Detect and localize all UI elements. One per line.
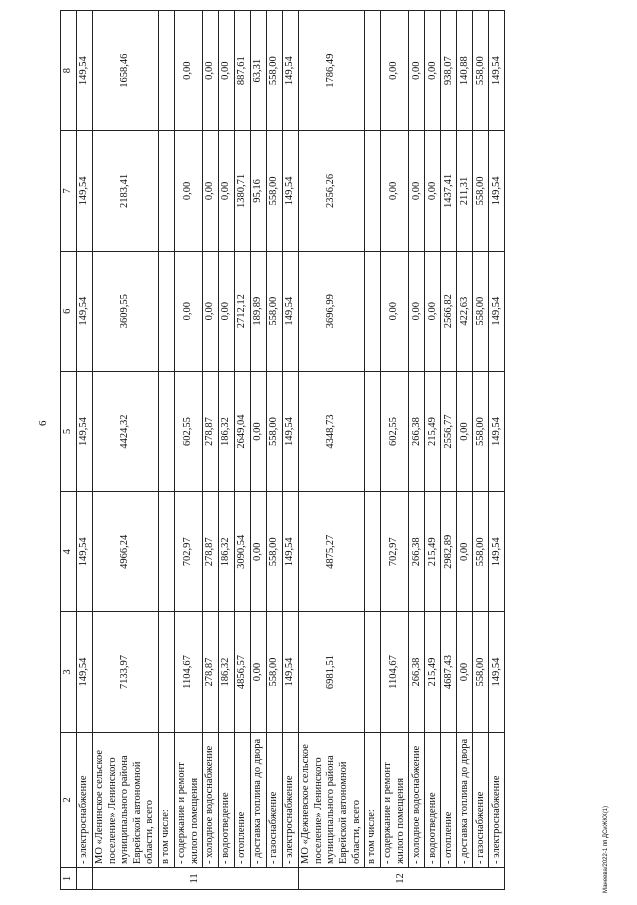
row-label: - холодное водоснабжение <box>203 732 219 867</box>
value-cell: 4856,57 <box>235 612 251 732</box>
value-cell: 558,00 <box>473 612 489 732</box>
column-number: 7 <box>61 131 77 251</box>
value-cell: 63,31 <box>251 11 267 131</box>
row-number-cell <box>77 867 93 889</box>
empty-cell <box>365 131 381 251</box>
empty-cell <box>365 251 381 371</box>
table-row <box>77 11 93 890</box>
page-number: 6 <box>37 420 49 426</box>
table-row <box>203 11 219 890</box>
value-cell: 186,32 <box>219 612 235 732</box>
value-cell: 0,00 <box>409 11 425 131</box>
value-cell: 0,00 <box>381 11 409 131</box>
value-cell: 0,00 <box>203 251 219 371</box>
total-value: 4966,24 <box>93 492 159 612</box>
value-cell: 215,49 <box>425 492 441 612</box>
row-label: - холодное водоснабжение <box>409 732 425 867</box>
value-cell: 186,32 <box>219 492 235 612</box>
value-cell: 0,00 <box>425 251 441 371</box>
value-cell: 149,54 <box>489 371 505 491</box>
value-cell: 4687,43 <box>441 612 457 732</box>
total-value: 3609,55 <box>93 251 159 371</box>
value-cell: 887,61 <box>235 11 251 131</box>
total-value: 2183,41 <box>93 131 159 251</box>
empty-cell <box>158 612 174 732</box>
value-cell: 278,87 <box>203 612 219 732</box>
total-value: 2356,26 <box>299 131 365 251</box>
value-cell: 558,00 <box>473 11 489 131</box>
column-number: 5 <box>61 371 77 491</box>
value-cell: 149,54 <box>77 492 93 612</box>
table-row <box>267 11 283 890</box>
row-label: - газоснабжение <box>267 732 283 867</box>
row-label: - электроснабжение <box>77 732 93 867</box>
value-cell: 558,00 <box>267 11 283 131</box>
value-cell: 0,00 <box>219 11 235 131</box>
table-row <box>473 11 489 890</box>
value-cell: 215,49 <box>425 371 441 491</box>
value-cell: 0,00 <box>174 131 202 251</box>
footer-stamp: Манеева/2022-1 пп ДСиЖКХ(1) <box>603 805 609 893</box>
value-cell: 422,63 <box>457 251 473 371</box>
table-row <box>93 11 159 890</box>
value-cell: 0,00 <box>425 131 441 251</box>
row-label: - отопление <box>441 732 457 867</box>
table-row <box>174 11 202 890</box>
value-cell: 149,54 <box>77 612 93 732</box>
table-row <box>489 11 505 890</box>
table-row <box>235 11 251 890</box>
value-cell: 266,38 <box>409 492 425 612</box>
row-label: - содержание и ремонт жилого помещения <box>174 732 202 867</box>
table-row <box>365 11 381 890</box>
table-row <box>381 11 409 890</box>
row-number: 12 <box>299 867 505 889</box>
value-cell: 1437,41 <box>441 131 457 251</box>
column-number: 6 <box>61 251 77 371</box>
empty-cell <box>158 11 174 131</box>
empty-cell <box>365 492 381 612</box>
value-cell: 702,97 <box>174 492 202 612</box>
header-row <box>61 11 77 890</box>
value-cell: 2649,04 <box>235 371 251 491</box>
value-cell: 558,00 <box>267 492 283 612</box>
empty-cell <box>365 371 381 491</box>
value-cell: 0,00 <box>251 612 267 732</box>
value-cell: 149,54 <box>283 11 299 131</box>
empty-cell <box>158 371 174 491</box>
row-label: - водоотведение <box>425 732 441 867</box>
total-value: 3696,99 <box>299 251 365 371</box>
value-cell: 149,54 <box>77 131 93 251</box>
value-cell: 558,00 <box>473 251 489 371</box>
empty-cell <box>158 492 174 612</box>
table-row <box>283 11 299 890</box>
table-row <box>158 11 174 890</box>
table-row <box>457 11 473 890</box>
row-label: - содержание и ремонт жилого помещения <box>381 732 409 867</box>
value-cell: 149,54 <box>489 612 505 732</box>
in-total-label: в том числе: <box>158 732 174 867</box>
value-cell: 0,00 <box>203 131 219 251</box>
total-value: 1786,49 <box>299 11 365 131</box>
empty-cell <box>365 11 381 131</box>
value-cell: 140,88 <box>457 11 473 131</box>
value-cell: 1380,71 <box>235 131 251 251</box>
value-cell: 189,89 <box>251 251 267 371</box>
value-cell: 95,16 <box>251 131 267 251</box>
row-label: - электроснабжение <box>283 732 299 867</box>
in-total-label: в том числе: <box>365 732 381 867</box>
value-cell: 0,00 <box>425 11 441 131</box>
value-cell: 558,00 <box>267 131 283 251</box>
value-cell: 0,00 <box>219 131 235 251</box>
value-cell: 0,00 <box>219 251 235 371</box>
value-cell: 558,00 <box>473 131 489 251</box>
value-cell: 602,55 <box>381 371 409 491</box>
total-value: 4424,32 <box>93 371 159 491</box>
value-cell: 266,38 <box>409 612 425 732</box>
value-cell: 0,00 <box>381 131 409 251</box>
value-cell: 149,54 <box>283 492 299 612</box>
value-cell: 938,07 <box>441 11 457 131</box>
value-cell: 558,00 <box>267 251 283 371</box>
table-row <box>441 11 457 890</box>
value-cell: 149,54 <box>283 131 299 251</box>
municipality-title: МО «Ленинское сельское поселение» Ленинского муниципального района Еврейской автономной области, всего <box>93 732 159 867</box>
value-cell: 215,49 <box>425 612 441 732</box>
value-cell: 2712,12 <box>235 251 251 371</box>
empty-cell <box>158 251 174 371</box>
row-label: - доставка топлива до двора <box>251 732 267 867</box>
value-cell: 0,00 <box>457 612 473 732</box>
value-cell: 0,00 <box>174 11 202 131</box>
row-label: - водоотведение <box>219 732 235 867</box>
column-number: 2 <box>61 732 77 867</box>
value-cell: 278,87 <box>203 371 219 491</box>
value-cell: 0,00 <box>409 131 425 251</box>
value-cell: 0,00 <box>251 371 267 491</box>
value-cell: 278,87 <box>203 492 219 612</box>
value-cell: 0,00 <box>457 492 473 612</box>
tariff-table-wrapper <box>60 10 584 890</box>
total-value: 6981,51 <box>299 612 365 732</box>
total-value: 4875,27 <box>299 492 365 612</box>
value-cell: 186,32 <box>219 371 235 491</box>
value-cell: 1104,67 <box>381 612 409 732</box>
table-row <box>425 11 441 890</box>
row-label: - отопление <box>235 732 251 867</box>
value-cell: 149,54 <box>489 251 505 371</box>
row-label: - доставка топлива до двора <box>457 732 473 867</box>
value-cell: 149,54 <box>489 131 505 251</box>
value-cell: 0,00 <box>409 251 425 371</box>
empty-cell <box>158 131 174 251</box>
value-cell: 149,54 <box>77 371 93 491</box>
value-cell: 558,00 <box>473 492 489 612</box>
empty-cell <box>365 612 381 732</box>
value-cell: 0,00 <box>457 371 473 491</box>
value-cell: 149,54 <box>489 492 505 612</box>
table-row <box>299 11 365 890</box>
column-number: 3 <box>61 612 77 732</box>
value-cell: 558,00 <box>267 612 283 732</box>
value-cell: 149,54 <box>77 251 93 371</box>
row-label: - газоснабжение <box>473 732 489 867</box>
value-cell: 149,54 <box>283 251 299 371</box>
value-cell: 0,00 <box>251 492 267 612</box>
row-number: 11 <box>93 867 299 889</box>
total-value: 7133,97 <box>93 612 159 732</box>
value-cell: 558,00 <box>473 371 489 491</box>
table-row <box>409 11 425 890</box>
table-row <box>251 11 267 890</box>
row-label: - электроснабжение <box>489 732 505 867</box>
value-cell: 149,54 <box>283 612 299 732</box>
municipality-title: МО «Дежневское сельское поселение» Ленинского муниципального района Еврейской автономной области, всего <box>299 732 365 867</box>
value-cell: 0,00 <box>203 11 219 131</box>
value-cell: 602,55 <box>174 371 202 491</box>
column-number: 8 <box>61 11 77 131</box>
value-cell: 0,00 <box>381 251 409 371</box>
value-cell: 2566,82 <box>441 251 457 371</box>
value-cell: 2982,89 <box>441 492 457 612</box>
value-cell: 266,38 <box>409 371 425 491</box>
column-number: 1 <box>61 867 77 889</box>
tariff-table <box>60 10 505 890</box>
value-cell: 149,54 <box>77 11 93 131</box>
value-cell: 2556,77 <box>441 371 457 491</box>
table-row <box>219 11 235 890</box>
value-cell: 1104,67 <box>174 612 202 732</box>
value-cell: 558,00 <box>267 371 283 491</box>
total-value: 1658,46 <box>93 11 159 131</box>
value-cell: 149,54 <box>489 11 505 131</box>
value-cell: 149,54 <box>283 371 299 491</box>
value-cell: 0,00 <box>174 251 202 371</box>
value-cell: 211,31 <box>457 131 473 251</box>
total-value: 4348,73 <box>299 371 365 491</box>
value-cell: 3090,54 <box>235 492 251 612</box>
value-cell: 702,97 <box>381 492 409 612</box>
column-number: 4 <box>61 492 77 612</box>
